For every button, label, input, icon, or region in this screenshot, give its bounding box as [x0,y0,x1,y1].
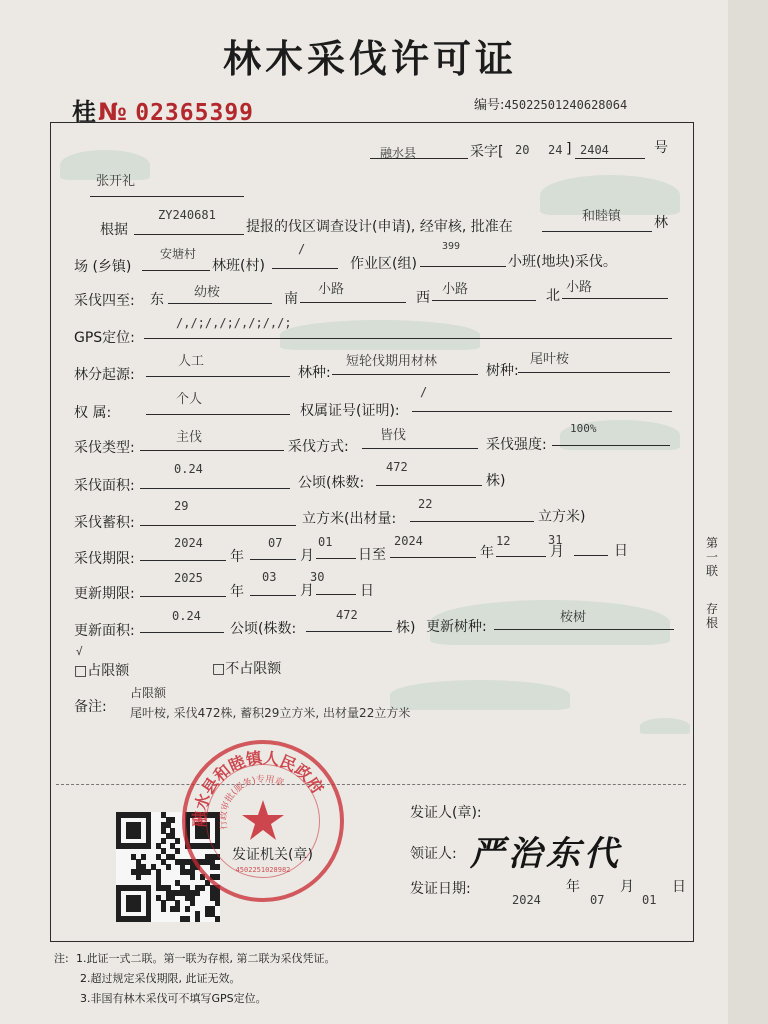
underlying-sheet [728,0,768,1024]
qr-module [136,874,141,880]
boundary-west: 小路 [442,282,469,297]
seal-graphic [182,740,344,902]
issue-year: 2024 [512,893,541,907]
period-yue: 月 [300,548,314,564]
area-value: 0.24 [174,462,203,476]
area-trees: 472 [386,460,408,474]
issue-date-label: 发证日期: [410,881,471,897]
permit-year-b: 24 [548,143,563,157]
boundary-east: 幼桉 [194,285,221,300]
period-to-day: 31 [548,533,563,547]
quota-occupied[interactable]: □占限额 [74,663,130,679]
basis-doc-no: ZY240681 [158,208,216,222]
qr-module [146,843,151,849]
renewal-species: 桉树 [560,610,587,625]
remarks-line1: 占限额 [130,686,167,700]
area-unit: 公顷(株数: [298,475,365,491]
renewal-nian: 年 [230,584,244,600]
document-title: 林木采伐许可证 [222,36,517,81]
location-linban-value: / [298,242,306,256]
seal-code: 4502251028982 [235,866,291,874]
notes-prefix: 注: [54,952,69,965]
renewal-ri: 日 [360,583,374,599]
ownership-cert-value: / [420,385,428,399]
issue-ri: 日 [672,879,686,895]
renewal-area-unit2: 株) [396,620,416,636]
issue-day: 01 [642,893,657,907]
volume-unit: 立方米(出材量: [302,511,397,527]
basis-label: 根据 [100,222,128,238]
seal-star-icon [242,800,284,840]
qr-module [175,848,180,854]
boundary-south-label: 南 [284,291,298,307]
issue-nian: 年 [566,879,580,895]
cutting-method-label: 采伐方式: [288,439,349,455]
species: 尾叶桉 [530,352,570,367]
boundary-north: 小路 [566,280,593,295]
seal-inner-text: 行政审批(服务)专用章 [218,774,286,831]
cutting-intensity-label: 采伐强度: [486,437,547,453]
renewal-species-label: 更新树种: [426,619,487,635]
issue-receiver-label: 领证人: [410,846,457,862]
basis-lin: 林 [654,215,668,231]
cutting-intensity: 100% [570,422,597,435]
basis-text: 提报的伐区调查设计(申请), 经审核, 批准在 [246,219,513,235]
remarks-line2: 尾叶桉, 采伐472株, 蓄积29立方米, 出材量22立方米 [130,706,411,720]
qr-module [141,854,146,860]
location-village: 安塘村 [160,247,197,261]
boundary-west-label: 西 [416,290,430,306]
permit-hao: 号 [654,140,668,156]
cutting-method: 皆伐 [380,428,407,443]
issue-authority-label: 发证机关(章) [232,847,313,863]
volume-output: 22 [418,497,433,511]
area-unit2: 株) [486,473,506,489]
qr-module [175,838,180,844]
side-purpose: 存根 [705,602,718,630]
qr-module [195,916,200,922]
renewal-day: 30 [310,570,325,584]
permit-zi-label: 采字[ [470,144,504,160]
qr-module [136,906,141,912]
qr-module [215,916,220,922]
period-from-day: 01 [318,535,333,549]
renewal-month: 03 [262,570,277,584]
period-to-year: 2024 [394,534,423,548]
ownership-label: 权 属: [74,405,112,421]
applicant-name: 张开礼 [96,174,136,189]
area-label: 采伐面积: [74,478,135,494]
qr-module [146,869,151,875]
renewal-area-unit: 公顷(株数: [230,621,297,637]
quota-check-mark: √ [76,645,83,658]
renewal-year: 2025 [174,571,203,585]
note-item-3: 3.非国有林木采伐可不填写GPS定位。 [80,992,267,1005]
permit-number: 2404 [580,143,609,157]
qr-module [170,817,175,823]
renewal-trees: 472 [336,608,358,622]
gps-value: /,/;/,/;/,/;/,/; [176,316,292,330]
qr-module [161,906,166,912]
issue-yue: 月 [620,879,634,895]
volume-label: 采伐蓄积: [74,515,135,531]
tear-line [56,784,686,785]
period-from-year: 2024 [174,536,203,550]
period-nian: 年 [230,549,244,565]
cutting-type-label: 采伐类型: [74,440,135,456]
qr-module [146,916,151,922]
cutting-type: 主伐 [176,430,203,445]
qr-module [185,906,190,912]
basis-town: 和睦镇 [582,209,622,224]
location-chang-label: 场 (乡镇) [74,259,132,275]
qr-module [175,906,180,912]
receiver-signature: 严治东代 [470,834,622,874]
forest-type: 短轮伐期用材林 [346,354,438,369]
boundaries-label: 采伐四至: [74,293,135,309]
serial-mark: № [98,98,127,126]
location-zone-label: 作业区(组) [350,256,417,272]
period-yue-2: 月 [550,544,564,560]
species-label: 树种: [486,363,519,379]
period-to-label: 日至 [358,547,386,563]
qr-module [136,833,141,839]
origin-value: 人工 [178,354,205,369]
quota-not-occupied[interactable]: □不占限额 [212,661,282,677]
note-item-2: 2.超过规定采伐期限, 此证无效。 [80,972,241,985]
serial-number-value: 02365399 [135,100,255,126]
qr-module [185,916,190,922]
boundary-south: 小路 [318,282,345,297]
code-value: 4502250124062806​4 [504,98,628,112]
permit-bracket-close: ] [566,141,572,157]
period-ri: 日 [614,543,628,559]
volume-value: 29 [174,499,189,513]
side-part: 第一联 [705,536,718,578]
forest-type-label: 林种: [298,365,331,381]
boundary-north-label: 北 [546,288,560,304]
renewal-area-label: 更新面积: [74,623,135,639]
boundary-east-label: 东 [150,292,164,308]
issue-issuer-label: 发证人(章): [410,805,482,821]
note-item-1: 1.此证一式二联。第一联为存根, 第二联为采伐凭证。 [76,952,336,965]
code-label: 编号: [474,98,505,113]
serial-prefix: 桂 [72,98,96,126]
permit-year-a: 20 [515,143,530,157]
ownership-cert-label: 权属证号(证明): [300,403,400,419]
qr-module [161,838,166,844]
remarks-label: 备注: [74,699,107,715]
permit-county: 融水县 [380,146,417,160]
location-zone-value: 399 [442,241,461,252]
location-plot-label: 小班(地块)采伐。 [508,254,617,270]
period-nian-2: 年 [480,545,494,561]
origin-label: 林分起源: [74,367,135,383]
renewal-area-value: 0.24 [172,609,201,623]
period-to-month: 12 [496,534,511,548]
period-label: 采伐期限: [74,551,135,567]
seal-outer-text: 融水县和睦镇人民政府 [189,748,328,828]
location-linban-label: 林班(村) [212,258,265,274]
renewal-yue: 月 [300,583,314,599]
code-row [474,94,627,113]
issue-month: 07 [590,893,605,907]
gps-label: GPS定位: [74,330,135,346]
renewal-period-label: 更新期限: [74,586,135,602]
volume-unit2: 立方米) [538,509,586,525]
period-from-month: 07 [268,536,283,550]
ownership-value: 个人 [176,392,203,407]
qr-module [166,864,171,870]
